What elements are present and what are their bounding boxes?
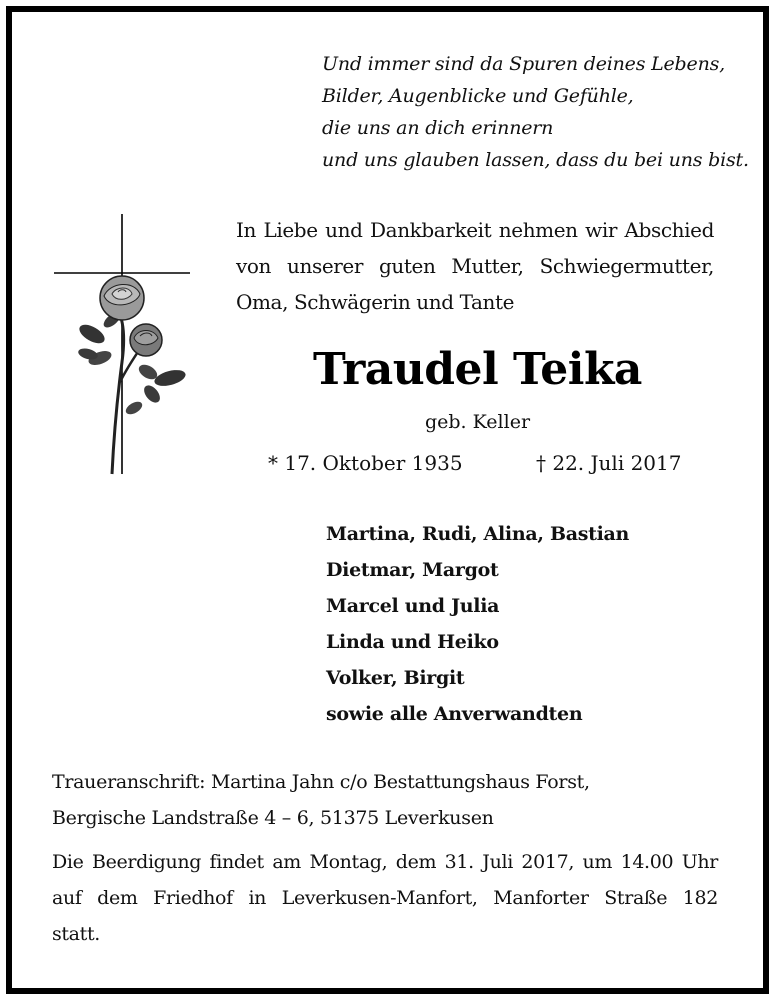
funeral-line: statt. xyxy=(52,923,100,945)
address-line: Bergische Landstraße 4 – 6, 51375 Leverkusen xyxy=(52,807,494,829)
mourner-entry: Martina, Rudi, Alina, Bastian xyxy=(326,523,630,545)
intro-line: von unserer guten Mutter, Schwiegermutter, xyxy=(236,254,714,278)
mourner-entry: Linda und Heiko xyxy=(326,631,499,653)
poem-line: Bilder, Augenblicke und Gefühle, xyxy=(322,85,634,107)
intro-line: In Liebe und Dankbarkeit nehmen wir Abschied xyxy=(236,218,714,242)
poem-line: Und immer sind da Spuren deines Lebens, xyxy=(322,53,725,75)
poem-line: die uns an dich erinnern xyxy=(322,117,554,139)
birth-date: * 17. Oktober 1935 xyxy=(268,451,463,475)
poem-line: und uns glauben lassen, dass du bei uns bist. xyxy=(322,149,749,171)
deceased-name: Traudel Teika xyxy=(313,344,642,395)
intro-line: Oma, Schwägerin und Tante xyxy=(236,290,515,314)
maiden-name: geb. Keller xyxy=(424,411,531,433)
funeral-line: auf dem Friedhof in Leverkusen-Manfort, Manforter Straße 182 xyxy=(52,887,718,909)
mourner-entry: sowie alle Anverwandten xyxy=(326,703,583,725)
poem xyxy=(322,48,749,176)
mourner-entry: Volker, Birgit xyxy=(326,667,465,689)
mourners-list xyxy=(326,516,629,732)
mourning-address xyxy=(52,764,732,836)
mourner-entry: Marcel und Julia xyxy=(326,595,500,617)
mourner-entry: Dietmar, Margot xyxy=(326,559,499,581)
intro-text xyxy=(236,212,714,320)
funeral-line: Die Beerdigung findet am Montag, dem 31. Juli 2017, um 14.00 Uhr xyxy=(52,851,718,873)
funeral-notice xyxy=(52,844,718,952)
address-line: Traueranschrift: Martina Jahn c/o Bestattungshaus Forst, xyxy=(52,771,590,793)
death-date: † 22. Juli 2017 xyxy=(536,451,682,475)
cross-with-rose-icon xyxy=(52,212,192,487)
